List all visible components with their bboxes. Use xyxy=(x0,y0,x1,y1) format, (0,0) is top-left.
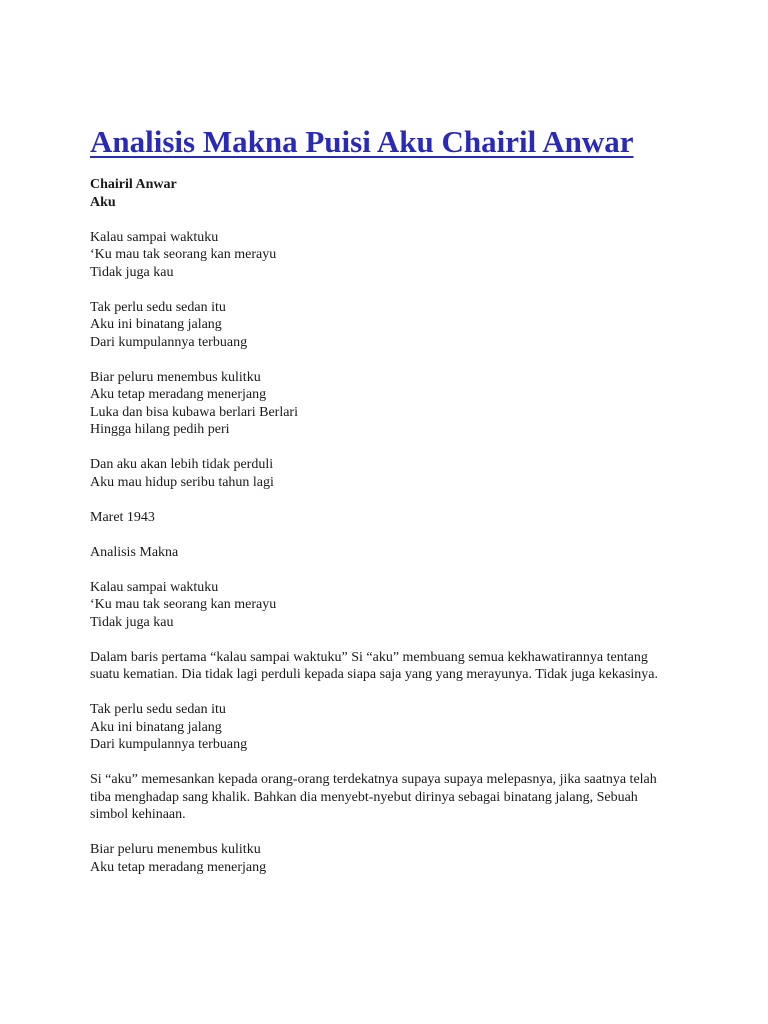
poem-line: ‘Ku mau tak seorang kan merayu xyxy=(90,247,277,262)
poem-line: Biar peluru menembus kulitku xyxy=(90,369,261,385)
analysis-heading xyxy=(90,544,690,562)
quote-line: Aku ini binatang jalang xyxy=(90,719,222,735)
poem-author: Chairil Anwar xyxy=(90,177,177,192)
poem-line: Aku tetap meradang menerjang xyxy=(90,387,267,402)
poem-date xyxy=(90,509,690,527)
paragraph-text: Dalam baris pertama “kalau sampai waktuku” Si “aku” membuang semua kekhawatirannya tentang suatu kematian. Dia tidak lagi perduli kepada siapa saja yang yang merayunya. Tidak juga kekasinya. xyxy=(90,649,659,682)
poem-line: Luka dan bisa kubawa berlari Berlari xyxy=(90,404,298,420)
quote-line: Kalau sampai waktuku xyxy=(90,579,219,595)
quote-line: Tidak juga kau xyxy=(90,614,174,630)
poem-stanza-2 xyxy=(90,299,690,352)
poem-line: Tak perlu sedu sedan itu xyxy=(90,299,226,315)
poem-line: Aku ini binatang jalang xyxy=(90,317,222,332)
poem-line: Aku mau hidup seribu tahun lagi xyxy=(90,474,274,490)
document-title: Analisis Makna Puisi Aku Chairil Anwar xyxy=(90,124,634,159)
analysis-paragraph-1 xyxy=(90,649,665,684)
analysis-quote-1 xyxy=(90,579,690,632)
analysis-quote-3 xyxy=(90,841,690,876)
poem-title: Aku xyxy=(90,194,116,210)
poem-stanza-4 xyxy=(90,456,690,491)
analysis-heading-text: Analisis Makna xyxy=(90,544,179,560)
quote-line: ‘Ku mau tak seorang kan merayu xyxy=(90,597,277,612)
analysis-quote-2 xyxy=(90,701,690,754)
poem-stanza-3 xyxy=(90,369,690,439)
poem-line: Dari kumpulannya terbuang xyxy=(90,334,248,350)
poem-date-text: Maret 1943 xyxy=(90,509,155,525)
poem-line: Kalau sampai waktuku xyxy=(90,229,219,245)
quote-line: Dari kumpulannya terbuang xyxy=(90,737,248,752)
poem-line: Hingga hilang pedih peri xyxy=(90,422,230,437)
poem-stanza-1 xyxy=(90,229,690,282)
quote-line: Biar peluru menembus kulitku xyxy=(90,842,261,857)
document-content xyxy=(90,122,690,876)
quote-line: Aku tetap meradang menerjang xyxy=(90,859,267,875)
poem-line: Dan aku akan lebih tidak perduli xyxy=(90,457,274,472)
quote-line: Tak perlu sedu sedan itu xyxy=(90,702,226,717)
poem-header xyxy=(90,176,690,211)
analysis-paragraph-2 xyxy=(90,771,665,824)
paragraph-text: Si “aku” memesankan kepada orang-orang terdekatnya supaya supaya melepasnya, jika saatnya telah tiba menghadap sang khalik. Bahkan dia menyebt-nyebut dirinya sebagai binatang jalang, Sebuah simbol kehinaan. xyxy=(90,772,657,822)
poem-line: Tidak juga kau xyxy=(90,264,174,280)
